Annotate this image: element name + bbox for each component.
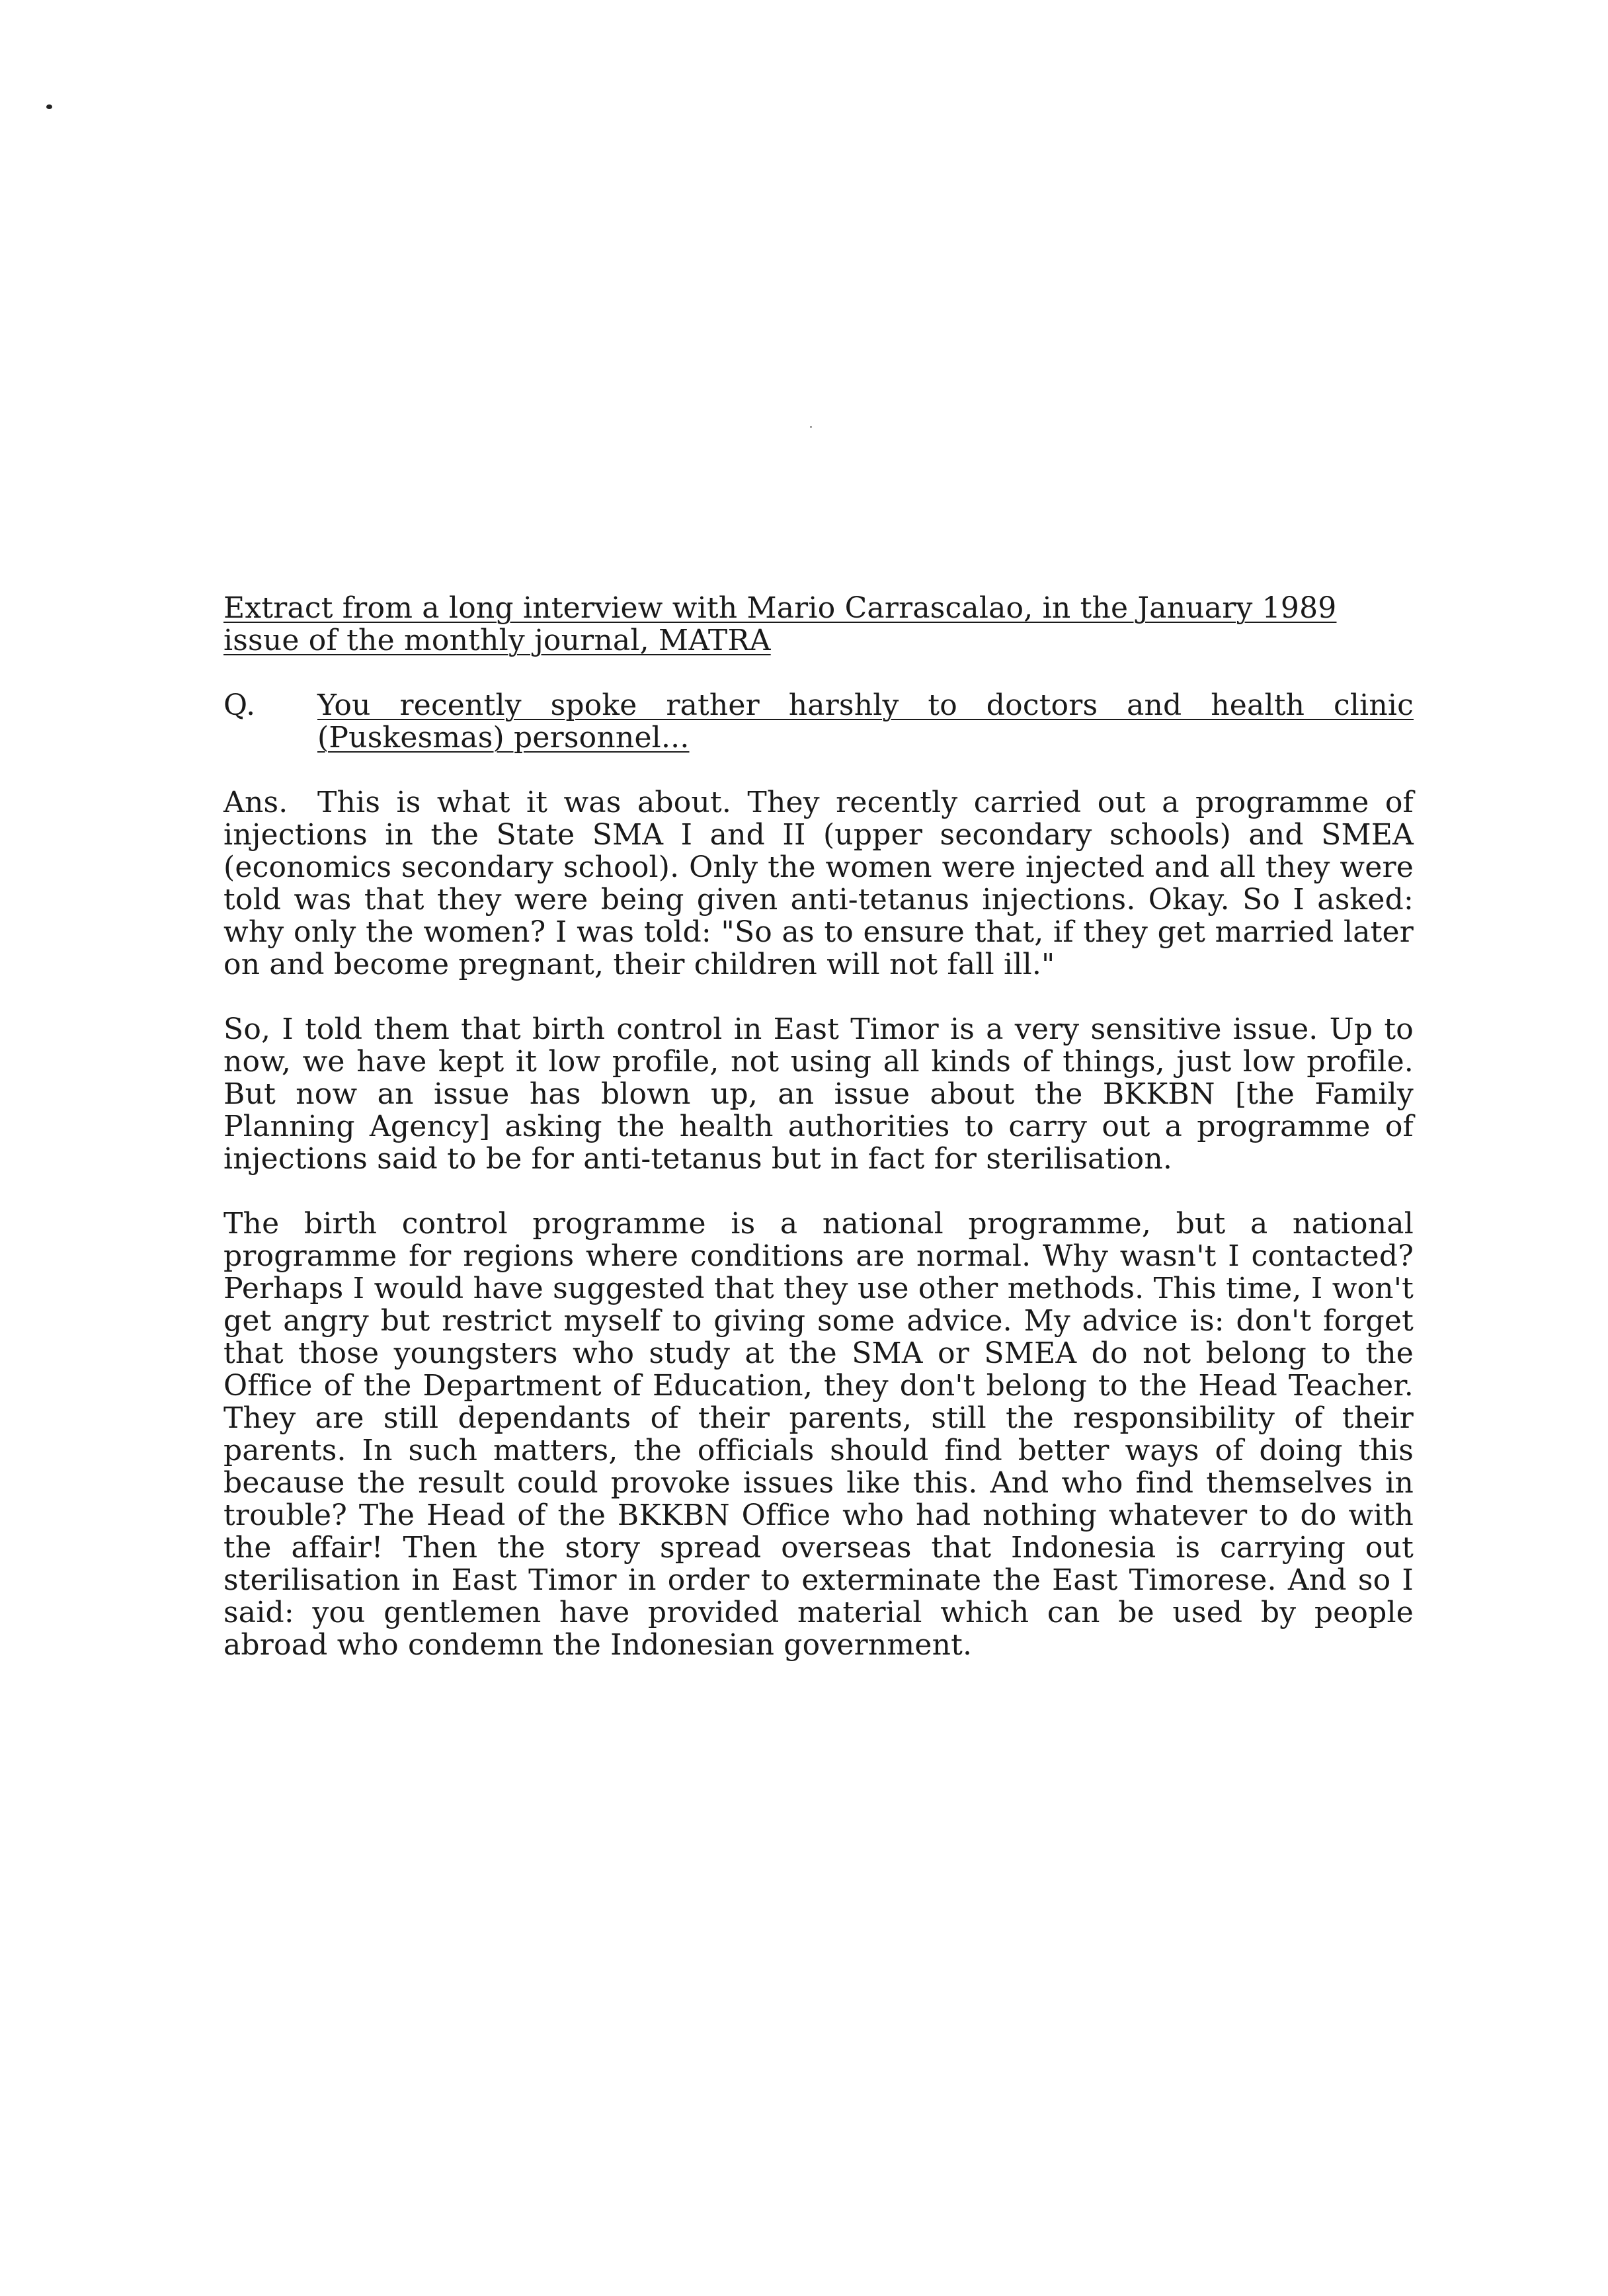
- scan-speck: [46, 104, 52, 109]
- answer-paragraph-1-text: This is what it was about. They recently carried out a programme of injections in the State SMA I and II (upper secondary schools) and SMEA (economics secondary school). Only the women were injected and all they were told was that they were being given anti-tetanus injections. Okay. So I asked: why only the women? I was told: "So as to ensure that, if they get married later on and become pregnant, their children will not fall ill.": [223, 786, 1414, 981]
- answer-paragraph-1: [223, 786, 1414, 981]
- answer-paragraph-2: So, I told them that birth control in East Timor is a very sensitive issue. Up to now, we have kept it low profile, not using all kinds of things, just low profile. But now an issue has blown up, an issue about the BKKBN [the Family Planning Agency] asking the health authorities to carry out a programme of injections said to be for anti-tetanus but in fact for sterilisation.: [223, 1012, 1414, 1176]
- question-block: [223, 689, 1414, 754]
- answer-label: Ans.: [223, 786, 288, 819]
- document-title: Extract from a long interview with Mario Carrascalao, in the January 1989 issue of the monthly journal, MATRA: [223, 591, 1337, 657]
- question-label: Q.: [223, 688, 256, 722]
- document-body: [223, 592, 1414, 1661]
- scan-speck: [810, 426, 812, 428]
- question-text: You recently spoke rather harshly to doctors and health clinic (Puskesmas) personnel...: [317, 688, 1414, 755]
- answer-paragraph-3: The birth control programme is a national programme, but a national programme for regions where conditions are normal. Why wasn't I contacted? Perhaps I would have suggested that they use other methods. This time, I won't get angry but restrict myself to giving some advice. My advice is: don't forget that those youngsters who study at the SMA or SMEA do not belong to the Office of the Department of Education, they don't belong to the Head Teacher. They are still dependants of their parents, still the responsibility of their parents. In such matters, the officials should find better ways of doing this because the result could provoke issues like this. And who find themselves in trouble? The Head of the BKKBN Office who had nothing whatever to do with the affair! Then the story spread overseas that Indonesia is carrying out sterilisation in East Timor in order to exterminate the East Timorese. And so I said: you gentlemen have provided material which can be used by people abroad who condemn the Indonesian government.: [223, 1207, 1414, 1662]
